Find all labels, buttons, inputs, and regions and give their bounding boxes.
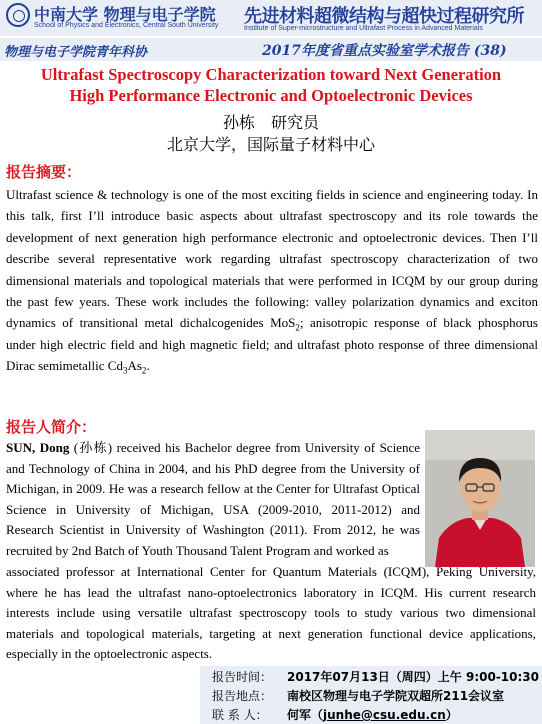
portrait-photo — [425, 430, 535, 567]
abstract-subscript-1: 2 — [295, 323, 300, 334]
institute-name-cn: 先进材料超微结构与超快过程研究所 — [244, 6, 524, 27]
event-contact-row — [212, 706, 458, 723]
talk-title-line-2: High Performance Electronic and Optoelectronic Devices — [69, 86, 473, 105]
event-contact-label: 联 系 人： — [212, 708, 268, 722]
abstract-text-as: As — [127, 358, 142, 374]
speaker-affiliation: 北京大学，国际量子材料中心 — [166, 135, 375, 154]
event-contact-close: ） — [445, 708, 458, 722]
bio-text-top: (孙栋) received his Bachelor degree from University of Science and Technology of China in 2004, and his PhD degree from the University of Michigan, in 2009. He was a research fellow at the Center for Ultrafast Optical Science in University of Michigan, USA (2009-2010, 2011-2012) and Research Scientist in University of Washington (2011). From 2012, he was recruited by 2nd Batch of Youth Thousand Talent Program and worked as — [6, 440, 420, 558]
school-name-en: School of Physics and Electronics, Central South University — [34, 22, 219, 29]
abstract-body — [6, 184, 538, 377]
header-divider — [0, 36, 542, 38]
abstract-text-end: . — [146, 358, 150, 374]
abstract-text-main: Ultrafast science & technology is one of the most exciting fields in science and engineering today. In this talk, first I’ll introduce basic aspects about ultrafast spectroscopy and its role towards the development of next generation high performance electronic and optoelectronic devices. Then I’ll describe several representative work regarding ultrafast spectroscopy characterization of two dimensional materials and topological materials that were performed in ICQM by our group during the past few years. These work includes the following: valley polarization dynamics and exciton dynamics of transitional metal dichalcogenides MoS — [6, 187, 538, 331]
speaker-photo — [425, 430, 535, 567]
school-name-cn: 中南大学 物理与电子学院 — [34, 5, 216, 24]
abstract-subscript-3: 2 — [141, 365, 147, 376]
contact-email-link[interactable]: junhe@csu.edu.cn — [323, 708, 446, 722]
forum-name: 物理与电子学院青年科协 — [4, 45, 148, 60]
institute-name-en: Institute of Super-microstructure and Ultrafast Process in Advanced Materials — [244, 25, 483, 32]
event-place-value: 南校区物理与电子学院双超所211会议室 — [287, 689, 505, 703]
talk-title-line-1: Ultrafast Spectroscopy Characterization toward Next Generation — [40, 65, 502, 84]
event-place-label: 报告地点： — [212, 689, 273, 703]
talk-title — [0, 64, 542, 106]
abstract-heading: 报告摘要： — [6, 163, 82, 181]
event-time-label: 报告时间： — [212, 670, 273, 684]
speaker-name: 孙栋 研究员 — [222, 113, 319, 132]
event-place-row — [212, 687, 504, 704]
bio-heading: 报告人简介： — [6, 418, 97, 436]
bio-speaker-name: SUN, Dong — [6, 440, 70, 455]
report-series: 2017年度省重点实验室学术报告 (38) — [262, 43, 507, 59]
bio-body-rest: associated professor at International Center for Quantum Materials (ICQM), Peking University, where he has lead the ultrafast nano-optoelectronics laboratory in ICQM. His current research interests include using versatile ultrafast spectroscopy tools to study various two dimensional materials and topological materials, targeting at next generation functional device applications, especially in the optoelectronic aspects. — [6, 564, 536, 662]
bio-body-top — [6, 438, 420, 562]
event-time-row — [212, 668, 539, 685]
abstract-subscript-2: 3 — [122, 365, 128, 376]
abstract-text-mid: ; anisotropic response of black phosphorus under high electric field and high magnetic field; and ultrafast photo response of three dimensional Dirac semimetallic Cd — [6, 315, 538, 374]
event-time-value: 2017年07月13日（周四）上午 9:00-10:30 — [287, 670, 540, 684]
csu-seal-icon — [6, 3, 30, 27]
event-info-box — [200, 666, 542, 724]
event-contact-name: 何军（ — [287, 708, 324, 722]
